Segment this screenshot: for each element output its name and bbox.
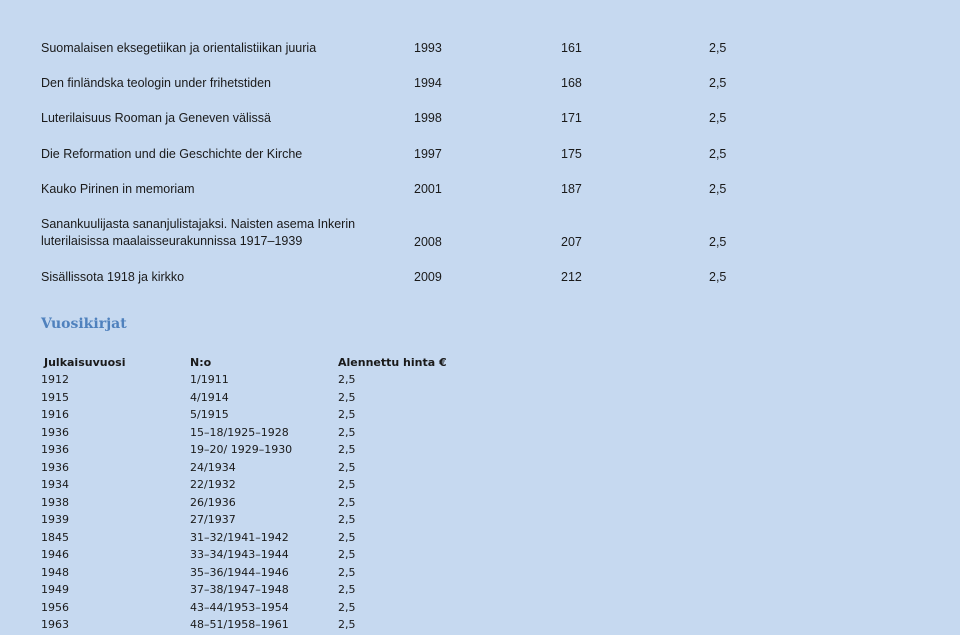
book-year: 2001	[414, 182, 442, 196]
book-price: 2,5	[709, 182, 727, 196]
yearbook-price: 2,5	[338, 530, 356, 544]
yearbook-price: 2,5	[338, 425, 356, 439]
yearbook-number: 26/1936	[190, 495, 236, 509]
book-title: Die Reformation und die Geschichte der Kirche	[41, 147, 303, 161]
book-title: Luterilaisuus Rooman ja Geneven välissä	[41, 111, 271, 125]
yearbook-price: 2,5	[338, 443, 356, 456]
yearbook-year: 1956	[41, 600, 69, 614]
yearbook-year: 1936	[41, 425, 69, 439]
header-discount-price: Alennettu hinta €	[338, 356, 447, 369]
yearbook-price: 2,5	[338, 618, 356, 631]
yearbook-price: 2,5	[338, 583, 356, 596]
book-title: Kauko Pirinen in memoriam	[41, 182, 195, 196]
book-title: Sisällissota 1918 ja kirkko	[41, 270, 185, 284]
yearbook-year: 1938	[41, 495, 69, 509]
book-title: Suomalaisen eksegetiikan ja orientalistiikan juuria	[41, 41, 317, 55]
book-year: 1993	[414, 41, 442, 55]
yearbook-number: 48–51/1958–1961	[190, 618, 289, 631]
book-pages: 175	[561, 147, 582, 161]
yearbook-number: 22/1932	[190, 478, 236, 491]
yearbook-price: 2,5	[338, 460, 356, 474]
yearbook-price: 2,5	[338, 495, 356, 509]
yearbook-year: 1946	[41, 548, 69, 561]
yearbook-year: 1912	[41, 373, 69, 386]
yearbook-year: 1948	[41, 565, 69, 579]
book-title: Den finländska teologin under frihetstiden	[41, 76, 272, 90]
yearbook-number: 5/1915	[190, 408, 229, 421]
book-price: 2,5	[709, 270, 727, 284]
yearbook-year: 1936	[41, 460, 69, 474]
book-pages: 171	[561, 111, 582, 125]
header-publication-year: Julkaisuvuosi	[44, 356, 126, 369]
yearbook-number: 31–32/1941–1942	[190, 530, 289, 544]
yearbook-year: 1845	[41, 530, 69, 544]
yearbook-price: 2,5	[338, 600, 356, 614]
yearbook-price: 2,5	[338, 390, 356, 404]
book-title-line: Sanankuulijasta sananjulistajaksi. Naisten asema Inkerin	[41, 217, 356, 231]
yearbook-number: 35–36/1944–1946	[190, 565, 289, 579]
book-pages: 207	[561, 235, 582, 249]
yearbook-year: 1936	[41, 443, 69, 456]
yearbook-number: 43–44/1953–1954	[190, 600, 289, 614]
yearbook-number: 33–34/1943–1944	[190, 548, 289, 561]
book-pages: 212	[561, 270, 582, 284]
book-title-line: luterilaisissa maalaisseurakunnissa 1917–1939	[41, 234, 303, 248]
yearbook-year: 1949	[41, 583, 69, 596]
yearbook-number: 1/1911	[190, 373, 229, 386]
book-pages: 161	[561, 41, 582, 55]
book-year: 1998	[414, 111, 442, 125]
yearbook-year: 1963	[41, 618, 69, 631]
book-year: 2009	[414, 270, 442, 284]
yearbook-number: 15–18/1925–1928	[190, 425, 289, 439]
yearbook-price: 2,5	[338, 513, 356, 526]
yearbook-year: 1939	[41, 513, 69, 526]
book-price: 2,5	[709, 76, 727, 90]
book-year: 1997	[414, 147, 442, 161]
section-heading-yearbooks: Vuosikirjat	[41, 316, 127, 332]
yearbook-year: 1916	[41, 408, 69, 421]
book-price: 2,5	[709, 41, 727, 55]
book-year: 2008	[414, 235, 442, 249]
book-price: 2,5	[709, 147, 727, 161]
book-price: 2,5	[709, 235, 727, 249]
yearbook-price: 2,5	[338, 565, 356, 579]
yearbook-price: 2,5	[338, 478, 356, 491]
yearbook-number: 37–38/1947–1948	[190, 583, 289, 596]
book-title	[41, 216, 401, 250]
yearbook-number: 19–20/ 1929–1930	[190, 443, 293, 456]
yearbook-price: 2,5	[338, 408, 356, 421]
book-pages: 187	[561, 182, 582, 196]
yearbook-price: 2,5	[338, 373, 356, 386]
yearbook-year: 1934	[41, 478, 69, 491]
yearbook-price: 2,5	[338, 548, 356, 561]
book-price: 2,5	[709, 111, 727, 125]
yearbook-number: 27/1937	[190, 513, 236, 526]
book-year: 1994	[414, 76, 442, 90]
yearbook-year: 1915	[41, 390, 69, 404]
header-number: N:o	[190, 356, 212, 369]
book-pages: 168	[561, 76, 582, 90]
yearbook-number: 4/1914	[190, 390, 229, 404]
yearbook-number: 24/1934	[190, 460, 236, 474]
